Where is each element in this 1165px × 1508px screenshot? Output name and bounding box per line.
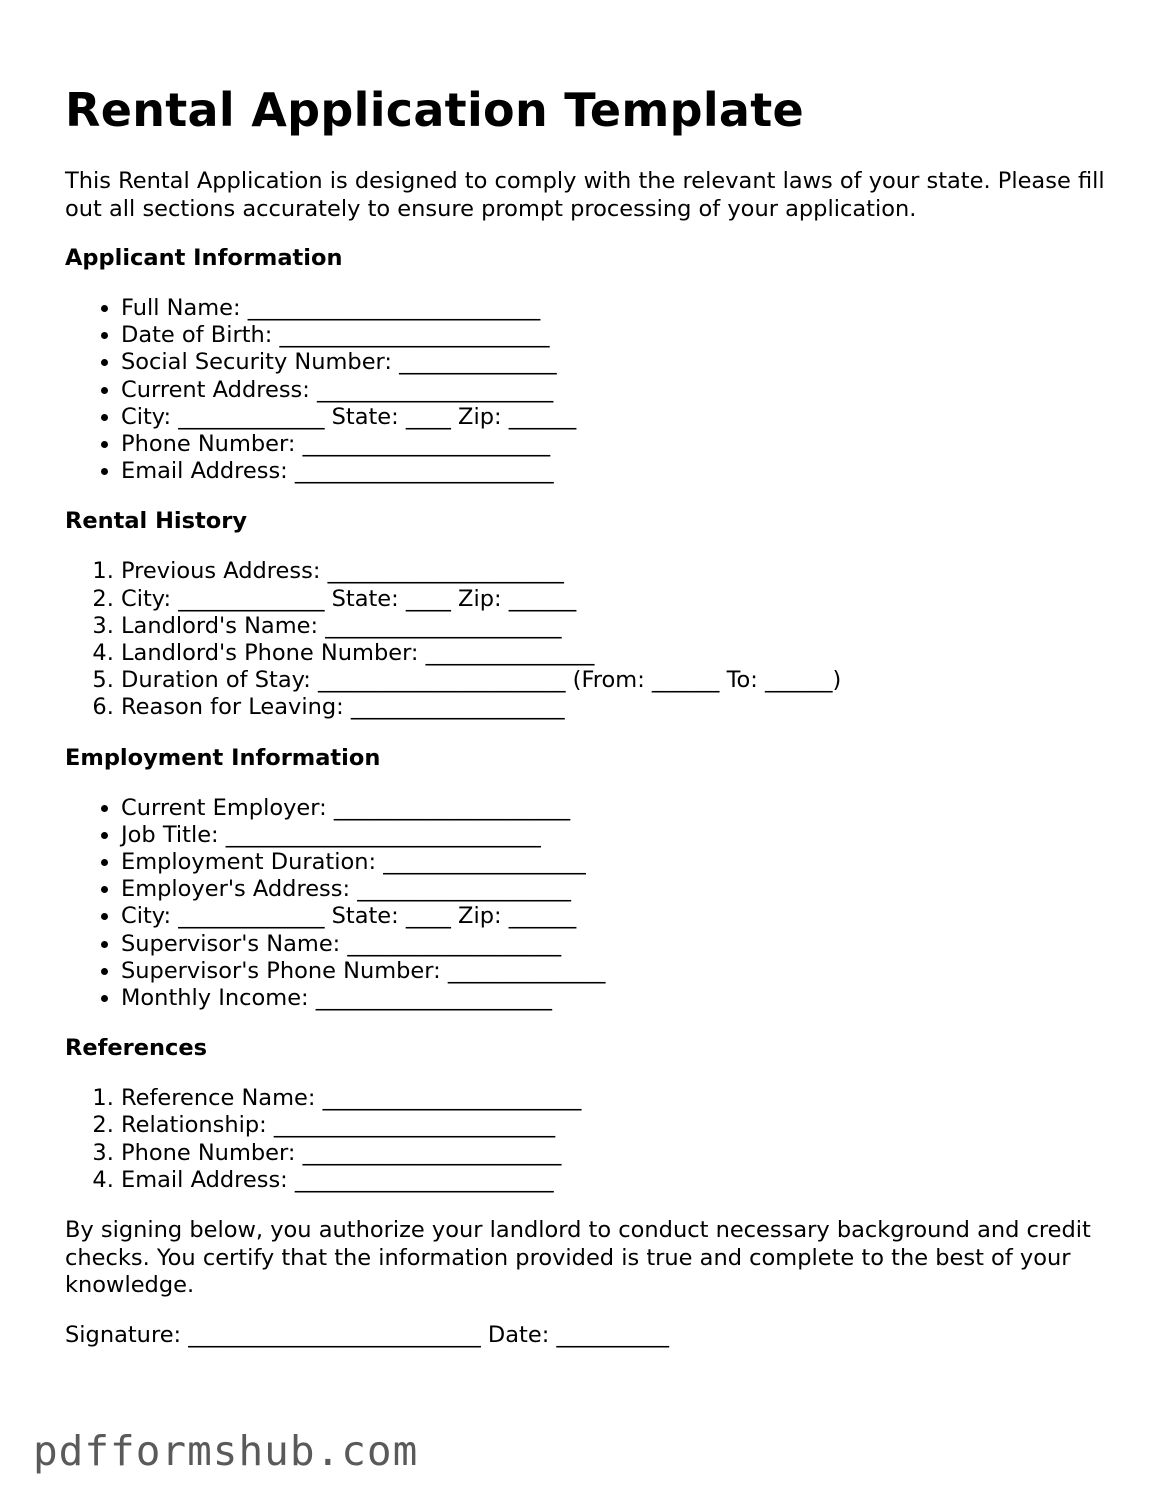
reference-name-field: 1. Reference Name: _______________________: [121, 1085, 1125, 1112]
rental-history-heading: Rental History: [65, 508, 247, 535]
duration-of-stay-field: 5. Duration of Stay: ______________________ (From: ______ To: ______): [121, 667, 1125, 694]
landlord-phone-field: 4. Landlord's Phone Number: _______________: [121, 640, 1125, 667]
previous-address-field: 1. Previous Address: _____________________: [121, 558, 1125, 585]
watermark: pdfformshub.com: [33, 1427, 419, 1475]
employment-duration-field: • Employment Duration: __________________: [121, 849, 1125, 876]
authorization-paragraph: By signing below, you authorize your landlord to conduct necessary background and credit checks. You certify that the information provided is true and complete to the best of your knowledge.: [65, 1217, 1091, 1299]
job-title-field: • Job Title: ____________________________: [121, 822, 1125, 849]
employment-list: [65, 795, 1125, 1013]
email-address-field: • Email Address: _______________________: [121, 458, 1125, 485]
full-name-field: • Full Name: __________________________: [121, 295, 1125, 322]
ssn-field: • Social Security Number: ______________: [121, 349, 1125, 376]
applicant-fields-list: [65, 295, 1125, 485]
reference-email-field: 4. Email Address: _______________________: [121, 1167, 1125, 1194]
reason-for-leaving-field: 6. Reason for Leaving: ___________________: [121, 694, 1125, 721]
employment-heading: Employment Information: [65, 744, 381, 771]
employer-city-state-zip-field: • City: _____________ State: ____ Zip: ______: [121, 903, 1125, 930]
date-of-birth-field: • Date of Birth: ________________________: [121, 322, 1125, 349]
phone-number-field: • Phone Number: ______________________: [121, 431, 1125, 458]
supervisor-name-field: • Supervisor's Name: ___________________: [121, 931, 1125, 958]
applicant-section-heading: Applicant Information: [65, 245, 343, 271]
page-title: Rental Application Template: [65, 83, 805, 137]
monthly-income-field: • Monthly Income: _____________________: [121, 985, 1125, 1012]
city-state-zip-field: • City: _____________ State: ____ Zip: ______: [121, 404, 1125, 431]
reference-phone-field: 3. Phone Number: _______________________: [121, 1140, 1125, 1167]
landlord-name-field: 3. Landlord's Name: _____________________: [121, 613, 1125, 640]
references-list: [65, 1085, 1125, 1194]
current-address-field: • Current Address: _____________________: [121, 377, 1125, 404]
document-page: [65, 82, 1125, 1349]
employer-address-field: • Employer's Address: ___________________: [121, 876, 1125, 903]
references-heading: References: [65, 1035, 207, 1062]
relationship-field: 2. Relationship: _________________________: [121, 1112, 1125, 1139]
signature-date-line: Signature: __________________________ Date: __________: [65, 1321, 669, 1348]
supervisor-phone-field: • Supervisor's Phone Number: ______________: [121, 958, 1125, 985]
current-employer-field: • Current Employer: _____________________: [121, 795, 1125, 822]
intro-paragraph: This Rental Application is designed to comply with the relevant laws of your state. Please fill out all sections accurately to ensure prompt processing of your application.: [65, 168, 1105, 222]
previous-city-state-zip-field: 2. City: _____________ State: ____ Zip: ______: [121, 586, 1125, 613]
rental-history-list: [65, 558, 1125, 721]
